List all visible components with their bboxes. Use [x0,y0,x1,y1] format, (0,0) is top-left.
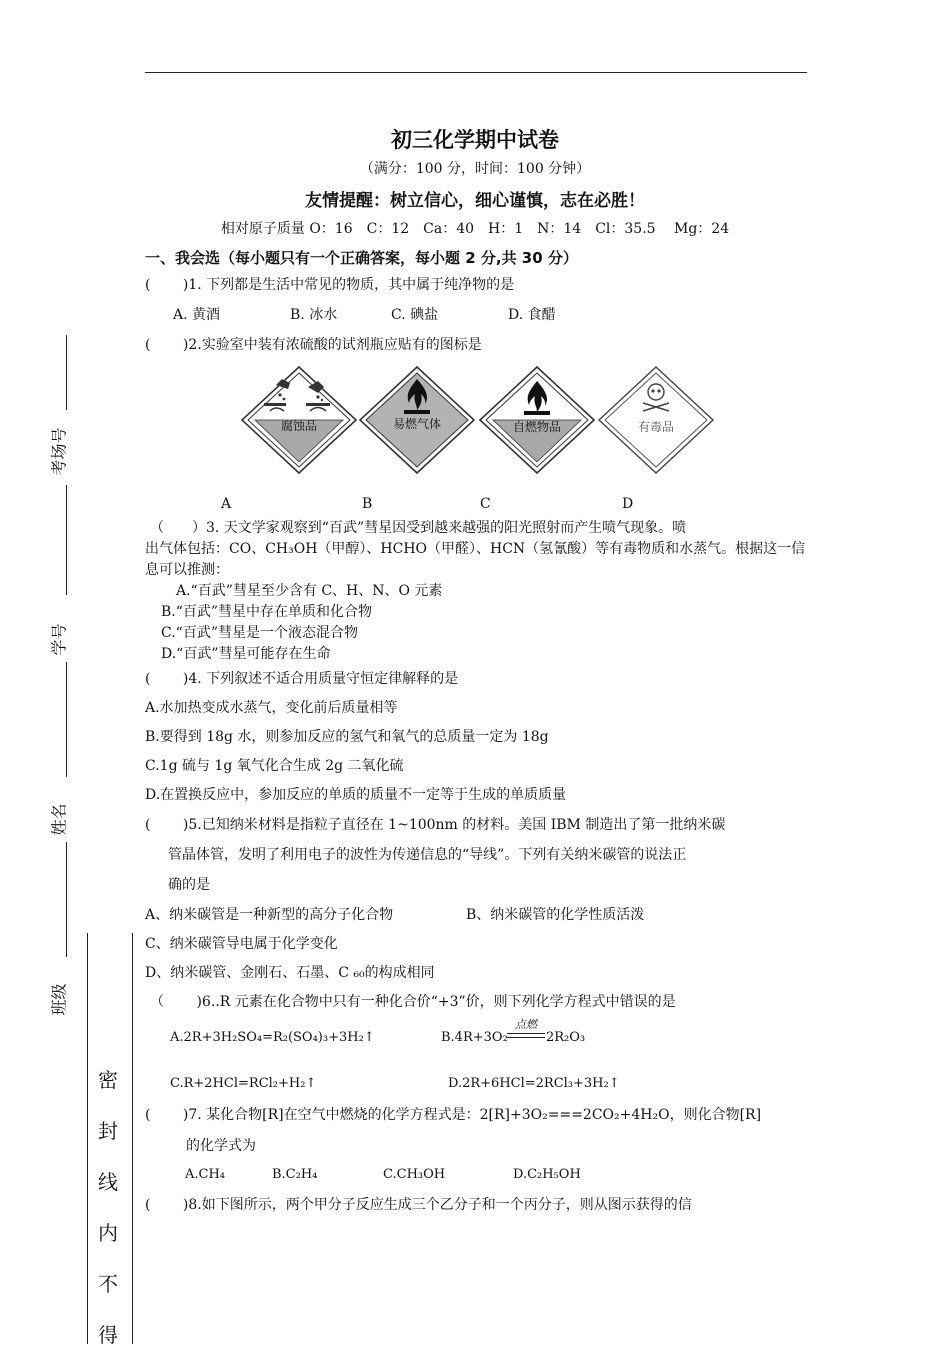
margin-line [66,335,67,410]
q4-option-d: D.在置换反应中，参加反应的单质的质量不一定等于生成的单质质量 [145,787,567,803]
margin-line [66,842,67,957]
question-3-line-2: 出气体包括：CO、CH₃OH（甲醇）、HCHO（甲醛）、HCN（氢氰酸）等有毒物质和水蒸气。根据这一信 [145,541,806,557]
question-1-stem: ( )1. 下列都是生活中常见的物质，其中属于纯净物的是 [145,277,515,293]
hazard-letter-d: D [622,496,634,512]
q3-option-b: B.“百武”彗星中存在单质和化合物 [161,604,373,620]
question-5-line-3: 确的是 [168,877,210,893]
q3-option-a: A.“百武”彗星至少含有 C、H、N、O 元素 [176,583,443,599]
q6-option-c: C.R+2HCl=RCl₂+H₂↑ [170,1076,317,1091]
question-5-line-2: 管晶体管，发明了利用电子的波性为传递信息的“导线”。下列有关纳米碳管的说法正 [168,847,687,863]
hazard-letter-b: B [362,496,373,512]
q4-option-b: B.要得到 18g 水，则参加反应的氢气和氧气的总质量一定为 18g [145,729,549,745]
margin-line [66,662,67,777]
question-7-line-2: 的化学式为 [186,1138,256,1154]
q7-option-c: C.CH₃OH [383,1167,446,1182]
question-5-line-1: ( )5.已知纳米材料是指粒子直径在 1~100nm 的材料。美国 IBM 制造出了第一批纳米碳 [145,817,726,833]
seal-char: 线 [98,1170,118,1194]
q1-option-b: B. 冰水 [290,307,338,323]
q4-option-a: A.水加热变成水蒸气，变化前后质量相等 [145,700,398,716]
seal-line-left [87,933,88,1344]
hazard-letter-c: C [480,496,491,512]
q5-option-d: D、纳米碳管、金刚石、石墨、C ₆₀的构成相同 [145,965,435,981]
section-heading: 一、我会选（每小题只有一个正确答案，每小题 2 分,共 30 分） [145,249,578,267]
q5-option-a: A、纳米碳管是一种新型的高分子化合物 [145,907,394,923]
question-4-stem: ( )4. 下列叙述不适合用质量守恒定律解释的是 [145,671,459,687]
exam-title: 初三化学期中试卷 [391,127,559,152]
q3-option-d: D.“百武”彗星可能存在生命 [161,646,331,662]
question-3-line-1: （ ）3. 天文学家观察到“百武”彗星因受到越来越强的阳光照射而产生喷气现象。喷 [150,520,687,536]
q1-option-d: D. 食醋 [508,307,556,323]
margin-label-name: 姓名 [49,803,69,836]
question-2-stem: ( )2.实验室中装有浓硫酸的试剂瓶应贴有的图标是 [145,337,482,353]
question-8-stem: ( )8.如下图所示，两个甲分子反应生成三个乙分子和一个丙分子，则从图示获得的信 [145,1197,692,1213]
header-rule [145,72,807,73]
q6-option-b-right: 2R₂O₃ [546,1030,586,1045]
q7-option-d: D.C₂H₅OH [513,1167,581,1182]
q4-option-c: C.1g 硫与 1g 氧气化合生成 2g 二氧化硫 [145,758,404,774]
seal-char: 密 [98,1068,118,1092]
margin-label-exam-room: 考场号 [49,427,69,476]
margin-line [66,485,67,595]
hazard-letter-a: A [221,496,232,512]
q1-option-c: C. 碘盐 [391,307,439,323]
question-3-line-3: 息可以推测： [145,562,229,578]
seal-line-right [132,933,133,1344]
q1-option-a: A. 黄酒 [173,307,221,323]
q6-reaction-condition: 点燃 [515,1018,537,1031]
q5-option-c: C、纳米碳管导电属于化学变化 [145,936,338,952]
q7-option-a: A.CH₄ [185,1167,226,1182]
q5-option-b: B、纳米碳管的化学性质活泼 [466,907,645,923]
hazard-label-a: 腐蚀品 [280,419,317,433]
atomic-mass: 相对原子质量 O：16 C：12 Ca：40 H：1 N：14 Cl：35.5 Mg：24 [220,221,730,237]
margin-label-class: 班级 [49,983,69,1016]
q6-option-d: D.2R+6HCl=2RCl₃+3H₂↑ [448,1076,620,1091]
question-7-line-1: ( )7. 某化合物[R]在空气中燃烧的化学方程式是：2[R]+3O₂===2CO₂+4H₂O，则化合物[R] [145,1107,762,1123]
q7-option-b: B.C₂H₄ [272,1167,318,1182]
double-bond-arrow [507,1033,545,1038]
seal-char: 得 [98,1323,118,1347]
q3-option-c: C.“百武”彗星是一个液态混合物 [161,625,358,641]
seal-char: 封 [98,1119,118,1143]
seal-char: 不 [98,1272,118,1296]
hazard-label-b: 易燃气体 [392,417,441,431]
hazard-label-d: 有毒品 [637,420,674,434]
reminder: 友情提醒：树立信心，细心谨慎，志在必胜！ [305,191,645,211]
question-6-stem: （ )6..R 元素在化合物中只有一种化合价“+3”价，则下列化学方程式中错误的是 [150,994,676,1010]
q6-option-a: A.2R+3H₂SO₄=R₂(SO₄)₃+3H₂↑ [170,1030,375,1045]
exam-subtitle: （满分：100 分，时间：100 分钟） [359,161,591,177]
hazard-label-c: 自燃物品 [512,420,561,434]
seal-char: 内 [98,1221,118,1245]
q6-option-b-left: B.4R+3O₂ [441,1030,508,1045]
margin-label-student-id: 学号 [49,623,69,656]
